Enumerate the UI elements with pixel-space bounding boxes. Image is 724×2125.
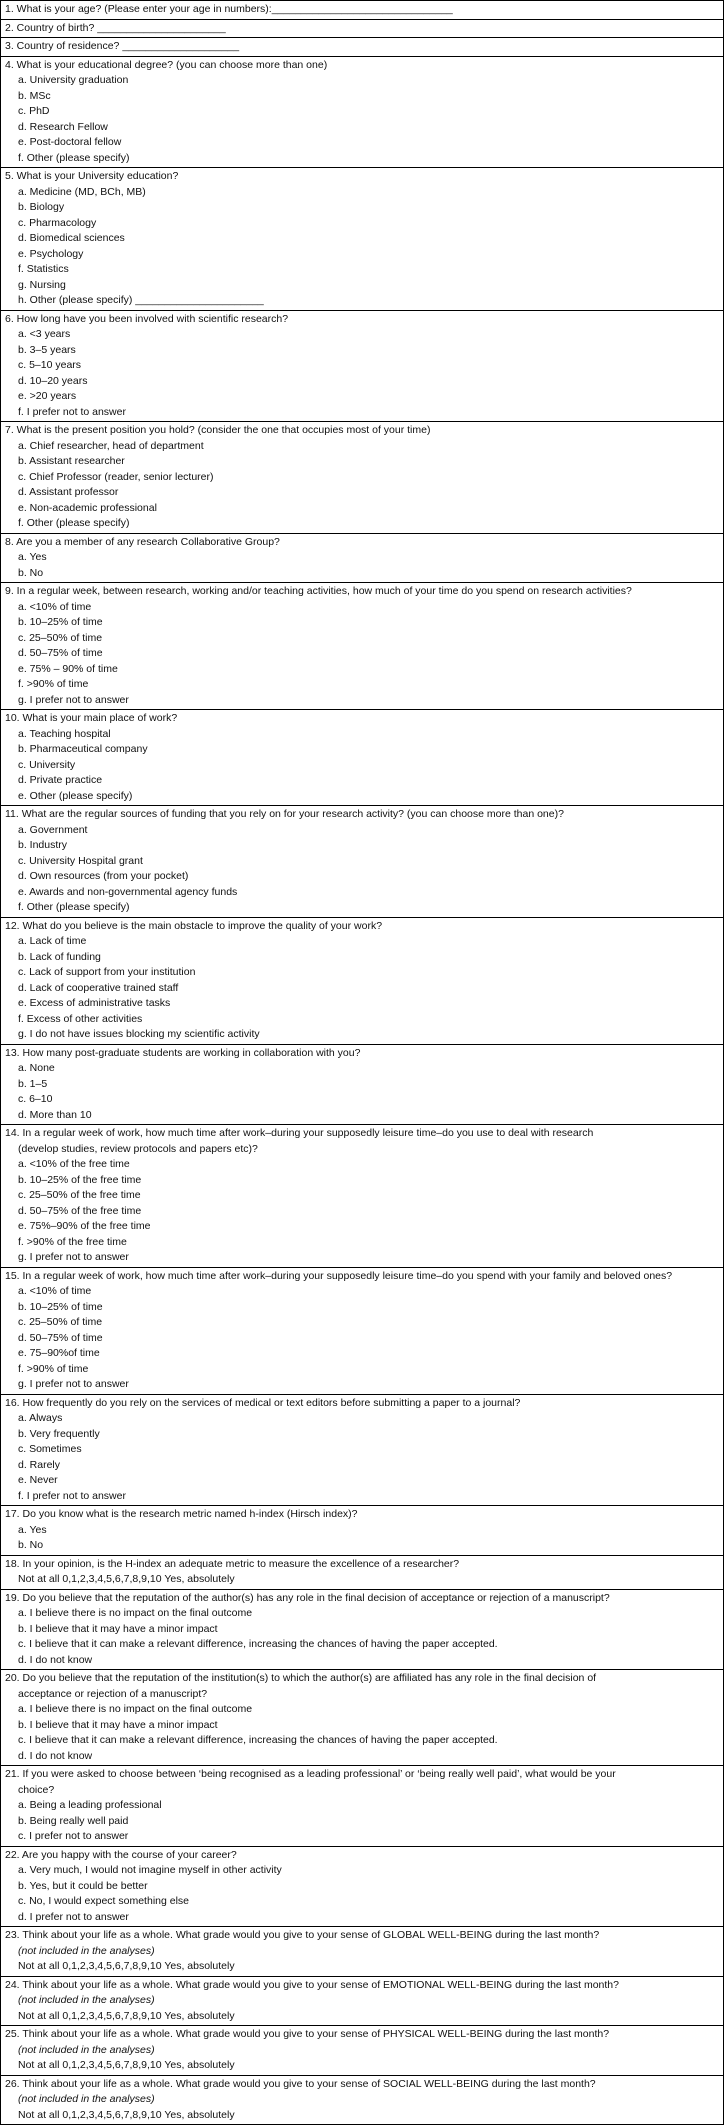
question-text: 1. What is your age? (Please enter your age in numbers):_______________________________ xyxy=(5,3,453,15)
answer-option: e. Excess of administrative tasks xyxy=(18,997,171,1009)
answer-option: b. Very frequently xyxy=(18,1427,100,1440)
question-row-26 xyxy=(1,2076,723,2125)
answer-option: e. Post-doctoral fellow xyxy=(18,136,122,148)
answer-option: e. Never xyxy=(18,1474,58,1486)
answer-option: a. Very much, I would not imagine myself in other activity xyxy=(18,1864,282,1876)
answer-option: a. Medicine (MD, BCh, MB) xyxy=(18,185,146,198)
question-row-21 xyxy=(1,1766,723,1847)
answer-option: f. I prefer not to answer xyxy=(18,1489,126,1502)
question-note: (not included in the analyses) xyxy=(18,1944,155,1957)
answer-option: e. Psychology xyxy=(18,247,84,260)
question-text-continued: choice? xyxy=(18,1783,55,1796)
answer-option: a. University graduation xyxy=(18,74,129,86)
answer-option: c. PhD xyxy=(18,105,50,117)
question-text-continued: (develop studies, review protocols and papers etc)? xyxy=(18,1142,258,1155)
answer-option: e. 75–90%of time xyxy=(18,1347,100,1359)
answer-option: c. No, I would expect something else xyxy=(18,1895,190,1907)
question-text: 21. If you were asked to choose between ‘being recognised as a leading professional’ or ‘being really well paid’, what would be your xyxy=(5,1768,616,1780)
question-text: 12. What do you believe is the main obstacle to improve the quality of your work? xyxy=(5,919,383,932)
answer-option: f. I prefer not to answer xyxy=(18,405,126,418)
answer-option: a. None xyxy=(18,1062,55,1074)
question-row-2 xyxy=(1,20,723,39)
answer-option: f. >90% of the free time xyxy=(18,1235,127,1248)
answer-option: d. 50–75% of time xyxy=(18,647,103,659)
answer-option: e. 75% – 90% of time xyxy=(18,662,118,675)
question-text: 16. How frequently do you rely on the services of medical or text editors before submitting a paper to a journal? xyxy=(5,1396,521,1409)
answer-option: c. Chief Professor (reader, senior lecturer) xyxy=(18,470,214,483)
answer-option: g. I do not have issues blocking my scientific activity xyxy=(18,1028,260,1040)
answer-option: c. 25–50% of the free time xyxy=(18,1189,141,1201)
answer-option: f. >90% of time xyxy=(18,1362,89,1375)
question-text: 25. Think about your life as a whole. What grade would you give to your sense of PHYSICAL WELL-BEING during the last month? xyxy=(5,2028,610,2040)
answer-option: f. >90% of time xyxy=(18,678,89,690)
answer-option: c. 25–50% of time xyxy=(18,1316,103,1328)
answer-option: e. Awards and non-governmental agency funds xyxy=(18,885,238,898)
question-text: 2. Country of birth? ______________________ xyxy=(5,21,226,34)
question-text: 13. How many post-graduate students are working in collaboration with you? xyxy=(5,1046,361,1059)
question-row-20 xyxy=(1,1670,723,1766)
question-row-1 xyxy=(1,1,723,20)
answer-option: f. Other (please specify) xyxy=(18,517,130,529)
answer-option: f. Statistics xyxy=(18,263,69,275)
question-text: 19. Do you believe that the reputation of the author(s) has any role in the final decision of acceptance or rejection of a manuscript? xyxy=(5,1591,610,1604)
answer-option: a. I believe there is no impact on the final outcome xyxy=(18,1607,253,1619)
answer-option: h. Other (please specify) ______________________ xyxy=(18,294,264,306)
answer-option: d. Rarely xyxy=(18,1458,61,1471)
answer-option: a. <3 years xyxy=(18,328,71,340)
question-row-6 xyxy=(1,311,723,423)
question-row-13 xyxy=(1,1045,723,1126)
question-text: 24. Think about your life as a whole. What grade would you give to your sense of EMOTIONAL WELL-BEING during the last month? xyxy=(5,1978,619,1991)
question-row-4 xyxy=(1,57,723,169)
question-row-11 xyxy=(1,806,723,918)
answer-option: b. I believe that it may have a minor impact xyxy=(18,1622,218,1635)
answer-option: b. 10–25% of time xyxy=(18,616,103,628)
answer-option: b. I believe that it may have a minor impact xyxy=(18,1718,218,1731)
answer-option: d. 10–20 years xyxy=(18,374,88,387)
question-text: 17. Do you know what is the research metric named h-index (Hirsch index)? xyxy=(5,1508,358,1520)
answer-option: g. I prefer not to answer xyxy=(18,693,129,706)
question-text: 18. In your opinion, is the H-index an adequate metric to measure the excellence of a researcher? xyxy=(5,1557,460,1570)
answer-option: a. Yes xyxy=(18,1523,47,1536)
answer-option: e. Non-academic professional xyxy=(18,501,157,514)
question-text: 11. What are the regular sources of funding that you rely on for your research activity? (you can choose more than one)? xyxy=(5,808,564,820)
answer-option: f. Other (please specify) xyxy=(18,901,130,913)
answer-option: Not at all 0,1,2,3,4,5,6,7,8,9,10 Yes, absolutely xyxy=(18,1960,235,1972)
question-text: 6. How long have you been involved with scientific research? xyxy=(5,312,289,325)
answer-option: c. Lack of support from your institution xyxy=(18,966,196,978)
question-text: 4. What is your educational degree? (you can choose more than one) xyxy=(5,58,328,71)
question-text: 5. What is your University education? xyxy=(5,170,179,182)
question-row-25 xyxy=(1,2026,723,2076)
answer-option: b. 3–5 years xyxy=(18,343,76,356)
answer-option: c. I believe that it can make a relevant difference, increasing the chances of having the paper accepted. xyxy=(18,1638,498,1650)
answer-option: d. Private practice xyxy=(18,774,103,786)
answer-option: d. More than 10 xyxy=(18,1108,92,1121)
question-row-17 xyxy=(1,1506,723,1556)
question-row-22 xyxy=(1,1847,723,1928)
answer-option: d. I do not know xyxy=(18,1653,93,1666)
question-text: 10. What is your main place of work? xyxy=(5,712,178,724)
answer-option: f. Excess of other activities xyxy=(18,1012,143,1025)
question-text: 9. In a regular week, between research, working and/or teaching activities, how much of your time do you spend on research activities? xyxy=(5,585,632,597)
answer-option: b. 1–5 xyxy=(18,1077,48,1090)
answer-option: b. Being really well paid xyxy=(18,1814,129,1827)
question-text: 14. In a regular week of work, how much time after work–during your supposedly leisure time–do you use to deal with research xyxy=(5,1127,594,1139)
question-row-10 xyxy=(1,710,723,806)
answer-option: d. Assistant professor xyxy=(18,486,119,498)
answer-option: b. Lack of funding xyxy=(18,950,101,963)
question-note: (not included in the analyses) xyxy=(18,2093,155,2105)
answer-option: b. Assistant researcher xyxy=(18,455,125,467)
answer-option: a. <10% of time xyxy=(18,1285,92,1297)
answer-option: a. <10% of time xyxy=(18,600,92,613)
answer-option: c. University xyxy=(18,758,76,771)
answer-option: a. Always xyxy=(18,1412,63,1424)
answer-option: Not at all 0,1,2,3,4,5,6,7,8,9,10 Yes, absolutely xyxy=(18,2009,235,2022)
answer-option: c. I prefer not to answer xyxy=(18,1830,129,1842)
answer-option: g. I prefer not to answer xyxy=(18,1251,129,1263)
question-text: 26. Think about your life as a whole. What grade would you give to your sense of SOCIAL WELL-BEING during the last month? xyxy=(5,2077,596,2090)
answer-option: d. I do not know xyxy=(18,1749,93,1762)
answer-option: b. Industry xyxy=(18,839,68,851)
question-text: 7. What is the present position you hold? (consider the one that occupies most of your time) xyxy=(5,424,431,436)
answer-option: b. No xyxy=(18,566,44,579)
question-row-8 xyxy=(1,534,723,584)
answer-option: Not at all 0,1,2,3,4,5,6,7,8,9,10 Yes, absolutely xyxy=(18,2059,235,2071)
question-note: (not included in the analyses) xyxy=(18,2043,155,2056)
answer-option: c. 6–10 xyxy=(18,1093,53,1105)
answer-option: a. Yes xyxy=(18,551,47,563)
answer-option: d. Own resources (from your pocket) xyxy=(18,870,189,882)
question-text: 23. Think about your life as a whole. What grade would you give to your sense of GLOBAL WELL-BEING during the last month? xyxy=(5,1929,600,1941)
question-row-7 xyxy=(1,422,723,534)
answer-option: a. Teaching hospital xyxy=(18,727,111,740)
answer-option: f. Other (please specify) xyxy=(18,151,130,164)
answer-option: c. I believe that it can make a relevant difference, increasing the chances of having the paper accepted. xyxy=(18,1734,498,1746)
answer-option: d. I prefer not to answer xyxy=(18,1910,129,1923)
answer-option: e. 75%–90% of the free time xyxy=(18,1220,151,1232)
answer-option: a. Being a leading professional xyxy=(18,1799,162,1811)
answer-option: b. 10–25% of time xyxy=(18,1300,103,1313)
answer-option: b. Yes, but it could be better xyxy=(18,1879,148,1892)
question-row-12 xyxy=(1,918,723,1045)
question-row-19 xyxy=(1,1590,723,1671)
answer-option: c. 25–50% of time xyxy=(18,631,103,644)
question-row-18 xyxy=(1,1556,723,1590)
question-row-3 xyxy=(1,38,723,57)
question-row-9 xyxy=(1,583,723,710)
question-text: 20. Do you believe that the reputation of the institution(s) to which the author(s) are affiliated has any role in the final decision of xyxy=(5,1672,597,1684)
answer-option: e. >20 years xyxy=(18,390,77,402)
question-text: 15. In a regular week of work, how much time after work–during your supposedly leisure time–do you spend with your family and beloved ones? xyxy=(5,1269,673,1282)
question-text: 8. Are you a member of any research Collaborative Group? xyxy=(5,535,280,548)
answer-option: a. Chief researcher, head of department xyxy=(18,439,204,452)
answer-option: d. Research Fellow xyxy=(18,120,108,133)
question-row-23 xyxy=(1,1927,723,1977)
answer-option: b. MSc xyxy=(18,89,51,102)
question-row-14 xyxy=(1,1125,723,1268)
question-text-continued: acceptance or rejection of a manuscript? xyxy=(18,1687,208,1700)
question-row-15 xyxy=(1,1268,723,1395)
answer-option: b. Biology xyxy=(18,201,65,213)
answer-option: e. Other (please specify) xyxy=(18,789,133,802)
answer-option: c. Sometimes xyxy=(18,1443,82,1455)
answer-option: d. Lack of cooperative trained staff xyxy=(18,981,179,994)
answer-option: d. Biomedical sciences xyxy=(18,232,125,244)
answer-option: g. I prefer not to answer xyxy=(18,1378,129,1390)
answer-option: a. <10% of the free time xyxy=(18,1158,130,1170)
answer-option: b. 10–25% of the free time xyxy=(18,1173,142,1186)
answer-option: Not at all 0,1,2,3,4,5,6,7,8,9,10 Yes, absolutely xyxy=(18,1573,235,1585)
answer-option: Not at all 0,1,2,3,4,5,6,7,8,9,10 Yes, absolutely xyxy=(18,2108,235,2121)
answer-option: c. University Hospital grant xyxy=(18,854,143,867)
answer-option: d. 50–75% of time xyxy=(18,1331,103,1344)
question-text: 3. Country of residence? ____________________ xyxy=(5,40,240,52)
question-row-5 xyxy=(1,168,723,311)
answer-option: a. I believe there is no impact on the final outcome xyxy=(18,1703,253,1715)
answer-option: b. Pharmaceutical company xyxy=(18,743,148,755)
answer-option: a. Lack of time xyxy=(18,935,87,947)
question-row-16 xyxy=(1,1395,723,1507)
answer-option: a. Government xyxy=(18,823,88,836)
answer-option: c. 5–10 years xyxy=(18,359,82,371)
answer-option: d. 50–75% of the free time xyxy=(18,1204,142,1217)
question-note: (not included in the analyses) xyxy=(18,1994,155,2006)
answer-option: g. Nursing xyxy=(18,278,66,291)
question-text: 22. Are you happy with the course of your career? xyxy=(5,1848,237,1861)
answer-option: c. Pharmacology xyxy=(18,216,97,229)
question-row-24 xyxy=(1,1977,723,2027)
answer-option: b. No xyxy=(18,1539,44,1551)
